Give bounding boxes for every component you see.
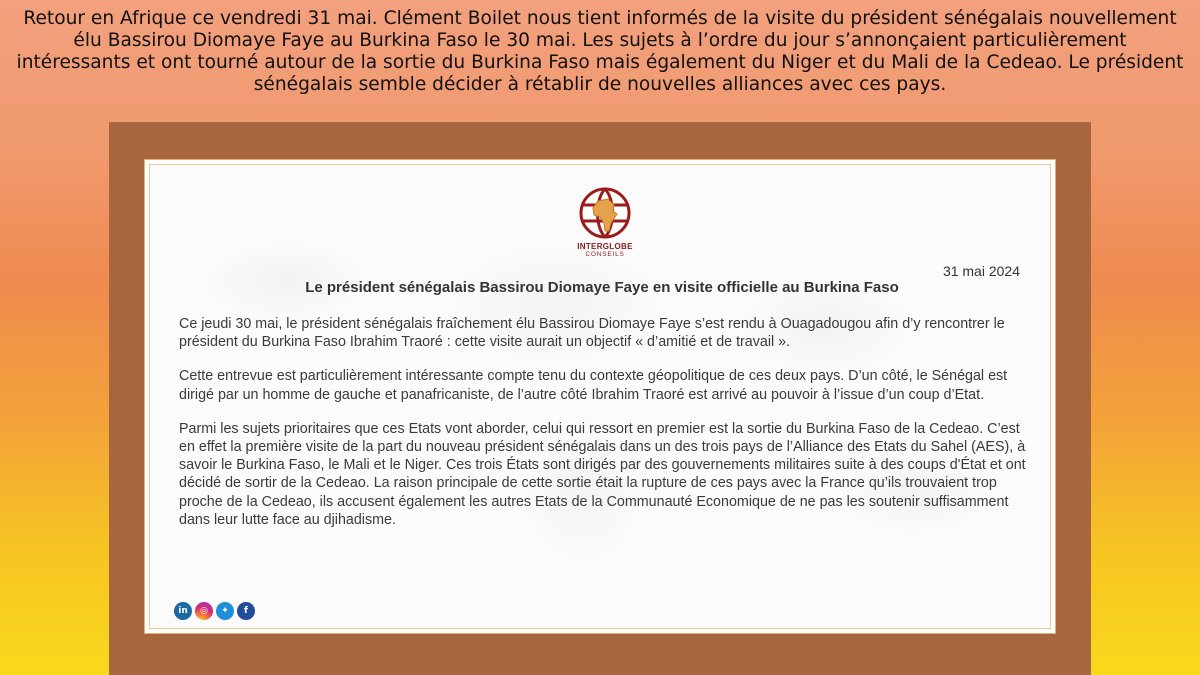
slide-caption: Retour en Afrique ce vendredi 31 mai. Clément Boilet nous tient informés de la visite du président sénégalais nouvellement élu Bassirou Diomaye Faye au Burkina Faso le 30 mai. Les sujets à l’ordre du jour s’annonçaient particulièrement intéressants et ont tourné autour de la sortie du Burkina Faso mais également du Niger et du Mali de la Cedeao. Le président sénégalais semble décider à rétablir de nouvelles alliances avec ces pays. [16,8,1184,95]
paragraph-3: Parmi les sujets prioritaires que ces Etats vont aborder, celui qui ressort en premier est la sortie du Burkina Faso de la Cedeao. C’est en effet la première visite de la part du nouveau président sénégalais dans un des trois pays de l’Alliance des Etats du Sahel (AES), à savoir le Burkina Faso, le Mali et le Niger. Ces trois États sont dirigés par des gouvernements militaires suite à des coups d'État et ont décidé de sortir de la Cedeao. La raison principale de cette sortie était la rupture de ces pays avec la France qu’ils trouvaient trop proche de la Cedeao, ils accusent également les autres Etats de la Communauté Economique de ne pas les soutenir suffisamment dans leur lutte face au djihadisme. [179,420,1026,528]
globe-africa-logo-icon [579,187,631,239]
instagram-icon[interactable]: ◎ [195,602,213,620]
logo-name: INTERGLOBE [577,242,633,251]
twitter-icon[interactable]: ✦ [216,602,234,620]
publication-date: 31 mai 2024 [942,263,1020,279]
article-title: Le président sénégalais Bassirou Diomaye Faye en visite officielle au Burkina Faso [305,279,899,296]
paragraph-1: Ce jeudi 30 mai, le président sénégalais fraîchement élu Bassirou Diomaye Faye s’est rendu à Ouagadougou afin d’y rencontrer le président du Burkina Faso Ibrahim Traoré : cette visite aurait un objectif « d’amitié et de travail ». [179,316,1005,351]
interglobe-logo [575,187,635,259]
card-inner-border [149,164,1051,629]
article-body [179,315,1029,545]
social-icons [174,602,258,620]
facebook-icon[interactable]: f [237,602,255,620]
linkedin-icon[interactable]: in [174,602,192,620]
logo-subname: CONSEILS [585,251,625,258]
press-release-card [144,159,1056,634]
paragraph-2: Cette entrevue est particulièrement intéressante compte tenu du contexte géopolitique de ces deux pays. D’un côté, le Sénégal est dirigé par un homme de gauche et panafricaniste, de l’autre côté Ibrahim Traoré est arrivé au pouvoir à l’issue d’un coup d’Etat. [179,368,1008,403]
